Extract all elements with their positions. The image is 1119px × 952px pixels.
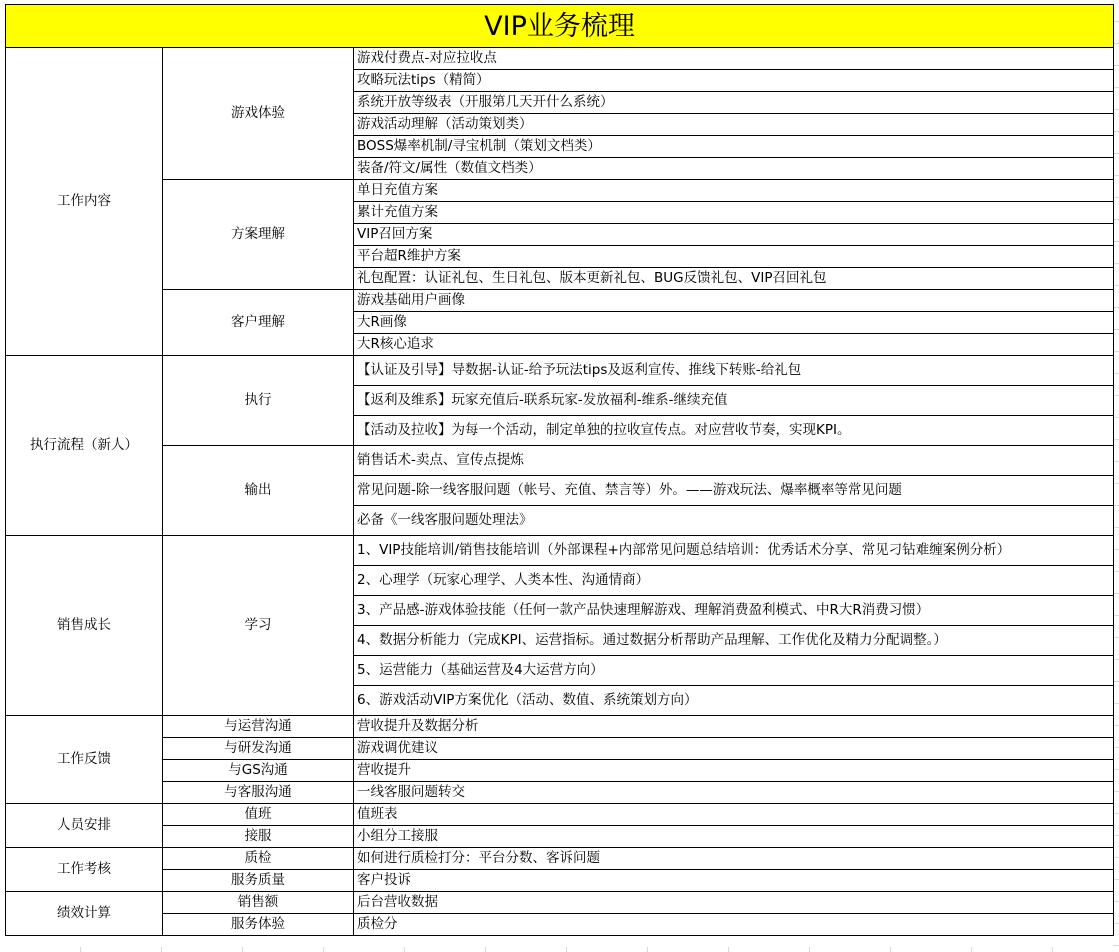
item-cell[interactable]: 攻略玩法tips（精简） xyxy=(354,70,1114,92)
title-row xyxy=(6,5,1114,48)
group-cell[interactable]: 值班 xyxy=(163,804,354,826)
table-row xyxy=(6,290,1114,312)
item-cell[interactable]: 【返利及维系】玩家充值后-联系玩家-发放福利-维系-继续充值 xyxy=(354,386,1114,416)
group-cell[interactable]: 销售额 xyxy=(163,892,354,914)
item-cell[interactable]: 小组分工接服 xyxy=(354,826,1114,848)
vip-business-table xyxy=(5,4,1114,936)
item-cell[interactable]: 营收提升 xyxy=(354,760,1114,782)
item-cell[interactable]: 2、心理学（玩家心理学、人类本性、沟通情商） xyxy=(354,566,1114,596)
page-title[interactable]: VIP业务梳理 xyxy=(6,5,1114,48)
section-cell[interactable]: 人员安排 xyxy=(6,804,163,848)
spreadsheet-gridlines-bottom xyxy=(0,947,1119,952)
group-cell[interactable]: 客户理解 xyxy=(163,290,354,356)
group-cell[interactable]: 与客服沟通 xyxy=(163,782,354,804)
group-cell[interactable]: 质检 xyxy=(163,848,354,870)
table-row xyxy=(6,848,1114,870)
section-cell[interactable]: 销售成长 xyxy=(6,536,163,716)
item-cell[interactable]: 【活动及拉收】为每一个活动，制定单独的拉收宣传点。对应营收节奏，实现KPI。 xyxy=(354,416,1114,446)
item-cell[interactable]: 累计充值方案 xyxy=(354,202,1114,224)
item-cell[interactable]: 值班表 xyxy=(354,804,1114,826)
item-cell[interactable]: 后台营收数据 xyxy=(354,892,1114,914)
item-cell[interactable]: 大R画像 xyxy=(354,312,1114,334)
group-cell[interactable]: 执行 xyxy=(163,356,354,446)
group-cell[interactable]: 服务体验 xyxy=(163,914,354,936)
section-cell[interactable]: 工作内容 xyxy=(6,48,163,356)
table-row xyxy=(6,760,1114,782)
item-cell[interactable]: 必备《一线客服问题处理法》 xyxy=(354,506,1114,536)
section-cell[interactable]: 绩效计算 xyxy=(6,892,163,936)
table-row xyxy=(6,180,1114,202)
item-cell[interactable]: 销售话术-卖点、宣传点提炼 xyxy=(354,446,1114,476)
item-cell[interactable]: 礼包配置：认证礼包、生日礼包、版本更新礼包、BUG反馈礼包、VIP召回礼包 xyxy=(354,268,1114,290)
table-row xyxy=(6,356,1114,386)
table-row xyxy=(6,738,1114,760)
group-cell[interactable]: 游戏体验 xyxy=(163,48,354,180)
item-cell[interactable]: 大R核心追求 xyxy=(354,334,1114,356)
item-cell[interactable]: 平台超R维护方案 xyxy=(354,246,1114,268)
item-cell[interactable]: 一线客服问题转交 xyxy=(354,782,1114,804)
table-row xyxy=(6,804,1114,826)
item-cell[interactable]: 如何进行质检打分：平台分数、客诉问题 xyxy=(354,848,1114,870)
item-cell[interactable]: 装备/符文/属性（数值文档类） xyxy=(354,158,1114,180)
item-cell[interactable]: 常见问题-除一线客服问题（帐号、充值、禁言等）外。——游戏玩法、爆率概率等常见问题 xyxy=(354,476,1114,506)
item-cell[interactable]: 4、数据分析能力（完成KPI、运营指标。通过数据分析帮助产品理解、工作优化及精力分配调整。） xyxy=(354,626,1114,656)
item-cell[interactable]: 游戏调优建议 xyxy=(354,738,1114,760)
item-cell[interactable]: 质检分 xyxy=(354,914,1114,936)
item-cell[interactable]: VIP召回方案 xyxy=(354,224,1114,246)
section-cell[interactable]: 工作反馈 xyxy=(6,716,163,804)
table-row xyxy=(6,914,1114,936)
table-row xyxy=(6,48,1114,70)
table-row xyxy=(6,446,1114,476)
item-cell[interactable]: 游戏付费点-对应拉收点 xyxy=(354,48,1114,70)
table-row xyxy=(6,716,1114,738)
item-cell[interactable]: 游戏基础用户画像 xyxy=(354,290,1114,312)
group-cell[interactable]: 学习 xyxy=(163,536,354,716)
group-cell[interactable]: 与研发沟通 xyxy=(163,738,354,760)
table-row xyxy=(6,892,1114,914)
group-cell[interactable]: 输出 xyxy=(163,446,354,536)
table-row xyxy=(6,826,1114,848)
item-cell[interactable]: 营收提升及数据分析 xyxy=(354,716,1114,738)
group-cell[interactable]: 与GS沟通 xyxy=(163,760,354,782)
item-cell[interactable]: 3、产品感-游戏体验技能（任何一款产品快速理解游戏、理解消费盈利模式、中R大R消费习惯） xyxy=(354,596,1114,626)
table-body xyxy=(6,5,1114,936)
item-cell[interactable]: 游戏活动理解（活动策划类） xyxy=(354,114,1114,136)
group-cell[interactable]: 接服 xyxy=(163,826,354,848)
item-cell[interactable]: 客户投诉 xyxy=(354,870,1114,892)
group-cell[interactable]: 服务质量 xyxy=(163,870,354,892)
item-cell[interactable]: BOSS爆率机制/寻宝机制（策划文档类） xyxy=(354,136,1114,158)
section-cell[interactable]: 执行流程（新人） xyxy=(6,356,163,536)
item-cell[interactable]: 1、VIP技能培训/销售技能培训（外部课程+内部常见问题总结培训：优秀话术分享、常见刁钻难缠案例分析） xyxy=(354,536,1114,566)
item-cell[interactable]: 6、游戏活动VIP方案优化（活动、数值、系统策划方向） xyxy=(354,686,1114,716)
group-cell[interactable]: 方案理解 xyxy=(163,180,354,290)
item-cell[interactable]: 系统开放等级表（开服第几天开什么系统） xyxy=(354,92,1114,114)
section-cell[interactable]: 工作考核 xyxy=(6,848,163,892)
item-cell[interactable]: 5、运营能力（基础运营及4大运营方向） xyxy=(354,656,1114,686)
table-row xyxy=(6,870,1114,892)
item-cell[interactable]: 单日充值方案 xyxy=(354,180,1114,202)
item-cell[interactable]: 【认证及引导】导数据-认证-给予玩法tips及返利宣传、推线下转账-给礼包 xyxy=(354,356,1114,386)
table-row xyxy=(6,536,1114,566)
group-cell[interactable]: 与运营沟通 xyxy=(163,716,354,738)
table-row xyxy=(6,782,1114,804)
